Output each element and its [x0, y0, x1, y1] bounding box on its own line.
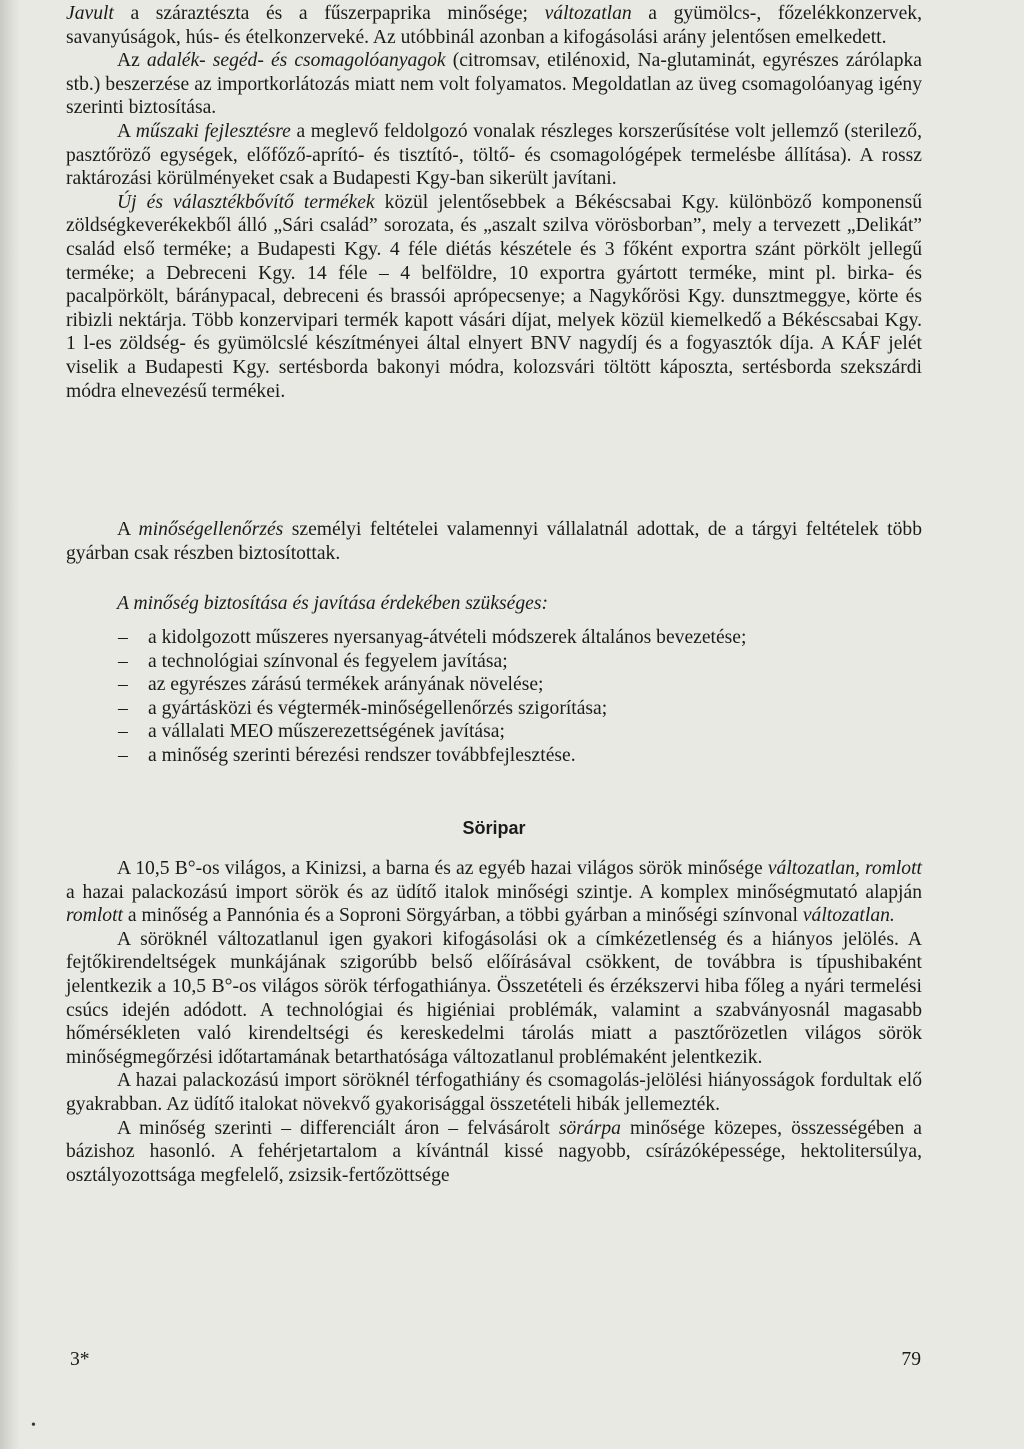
paragraph [66, 49, 922, 120]
list-dash: – [118, 697, 128, 719]
list-item [118, 744, 922, 768]
list-dash: – [118, 650, 128, 672]
paragraph [66, 928, 922, 1070]
text-run: (citromsav, etilénoxid, Na-glutaminát, egyrészes zárólapka stb.) beszerzése az importkorlátozás miatt nem volt folyamatos. Megoldatlan az üveg csomagolóanyag igény szerinti biztosítása. [66, 50, 922, 119]
list-item-text: a gyártásközi és végtermék-minőségellenőrzés szigorítása; [148, 697, 608, 719]
paragraph [66, 1117, 922, 1188]
list-item-text: a vállalati MEO műszerezettségének javítása; [148, 721, 505, 743]
italic-run: romlott [66, 905, 123, 927]
text-run: A söröknél változatlanul igen gyakori kifogásolási ok a címkézetlenség és a hiányos jelölés. A fejtőkirendeltségek munkájának szigorúbb belső előírásával csökkent, de továbbra is típushibaként jelentkezik a 10,5 B°-os világos sörök térfogathiánya. Összetételi és érzékszervi hiba főleg a nyári termelési csúcs idején adódott. A technológiai és higiéniai problémák, valamint a szabványosnál magasabb hőmérsékleten való kirendeltségi és kereskedelmi tárolás miatt a pasztőrözetlen világos sörök minőségmegőrzési időtartamának betarthatósága változatlanul problémaként jelentkezik. [66, 928, 922, 1068]
text-run: minősége közepes, összességében a bázishoz hasonló. A fehérjetartalom a kívántnál kissé nagyobb, csírázóképessége, hektolitersúlya, osztályozottsága megfelelő, zsizsik-fertőzöttsége [66, 1117, 922, 1186]
text-run: A [117, 519, 139, 540]
list-item-text: a technológiai színvonal és fegyelem javítása; [148, 650, 508, 672]
text-run: a hazai palackozású import sörök és az üdítő italok minőségi szintje. A komplex minőségmutató alapján [66, 881, 922, 903]
list-item [118, 650, 922, 674]
text-run: közül jelentősebbek a Békéscsabai Kgy. különböző komponensű zöldségkeverékekből álló „Sári család” sorozata, és „aszalt szilva vörösborban”, mely a tervezett „Delikát” család első terméke; a Budapesti Kgy. 4 féle diétás készétele és 3 főként exportra szánt pörkölt jellegű terméke; a Debreceni Kgy. 14 féle – 4 belföldre, 10 exportra gyártott terméke, mint pl. birka- és pacalpörkölt, báránypacal, debreceni és brassói aprópecsenye; a Nagykőrösi Kgy. dunsztmeggye, körte és ribizli nektárja. Több konzervipari termék kapott vásári díjat, melyek közül kiemelkedő a Békéscsabai Kgy. 1 l-es zöldség- és gyümölcslé készítményei által elnyert BNV nagydíj és a fogyasztók díja. A KÁF jelét viselik a Budapesti Kgy. sertésborda bakonyi módra, kolozsvári töltött káposzta, sertésborda szekszárdi módra elnevezésű termékei. [66, 191, 923, 402]
italic-run: változatlan, romlott [767, 858, 922, 879]
signature-mark: 3* [70, 1349, 90, 1370]
list-item [118, 626, 922, 650]
text-run: A minőség szerinti – differenciált áron – felvásárolt [117, 1117, 559, 1139]
paragraph [66, 1069, 922, 1116]
list-dash: – [118, 674, 128, 696]
text-run: a meglevő feldolgozó vonalak részleges korszerűsítése volt jellemző (sterilező, pasztőröző egységek, előfőző-aprító- és tisztító-, töltő- és csomagológépek termelésbe állítása). A rossz raktározási körülményeket csak a Budapesti Kgy-ban sikerült javítani. [66, 120, 922, 190]
edge-mark: • [31, 1418, 36, 1433]
list-item [118, 720, 922, 744]
text-run: a minőség a Pannónia és a Soproni Sörgyárban, a többi gyárban a minőségi színvonal [122, 905, 803, 927]
text-block-quality-control [66, 518, 922, 565]
requirements-list [118, 626, 922, 768]
italic-run: Javult [66, 3, 114, 24]
paragraph [66, 191, 922, 403]
paragraph [66, 2, 922, 49]
paragraph [66, 120, 922, 191]
italic-run: változatlan. [802, 905, 895, 927]
list-dash: – [118, 627, 128, 648]
text-run: A [117, 120, 136, 142]
italic-run: adalék- segéd- és csomagolóanyagok [146, 50, 446, 72]
list-item [118, 673, 922, 697]
paragraph [66, 518, 922, 565]
page-number: 79 [901, 1349, 921, 1370]
list-dash: – [118, 744, 128, 766]
list-item-text: az egyrészes zárású termékek arányának növelése; [148, 674, 544, 696]
text-block-brewing [66, 857, 922, 1187]
italic-run: Új és választékbővítő termékek [117, 191, 375, 213]
list-item-text: a minőség szerinti bérezési rendszer továbbfejlesztése. [148, 744, 576, 766]
list-heading: A minőség biztosítása és javítása érdekében szükséges: [117, 593, 548, 614]
italic-run: műszaki fejlesztésre [135, 120, 291, 142]
list-item-text: a kidolgozott műszeres nyersanyag-átvételi módszerek általános bevezetése; [148, 627, 747, 648]
text-run: Az [117, 50, 147, 72]
text-run: a gyümölcs-, főzelékkonzervek, savanyúságok, hús- és ételkonzerveké. Az utóbbinál azonban a kifogásolási arány jelentősen emelkedett. [66, 3, 922, 48]
text-run: A hazai palackozású import söröknél térfogathiány és csomagolás-jelölési hiányosságok fordultak elő gyakrabban. Az üdítő italokat növekvő gyakorisággal összetételi hibák jellemezték. [66, 1070, 922, 1115]
italic-run: minőségellenőrzés [138, 519, 284, 540]
paragraph [66, 857, 922, 928]
text-block-top [66, 2, 922, 403]
list-dash: – [118, 721, 128, 743]
list-item [118, 697, 922, 721]
text-run: a száraztészta és a fűszerpaprika minősége; [113, 3, 545, 24]
italic-run: változatlan [544, 3, 632, 24]
section-title: Söripar [462, 818, 526, 838]
text-run: személyi feltételei valamennyi vállalatnál adottak, de a tárgyi feltételek több gyárban csak részben biztosítottak. [66, 519, 922, 564]
italic-run: sörárpa [558, 1117, 621, 1139]
text-run: A 10,5 B°-os világos, a Kinizsi, a barna és az egyéb hazai világos sörök minősége [117, 858, 768, 879]
page-spine-shadow [0, 0, 20, 1449]
